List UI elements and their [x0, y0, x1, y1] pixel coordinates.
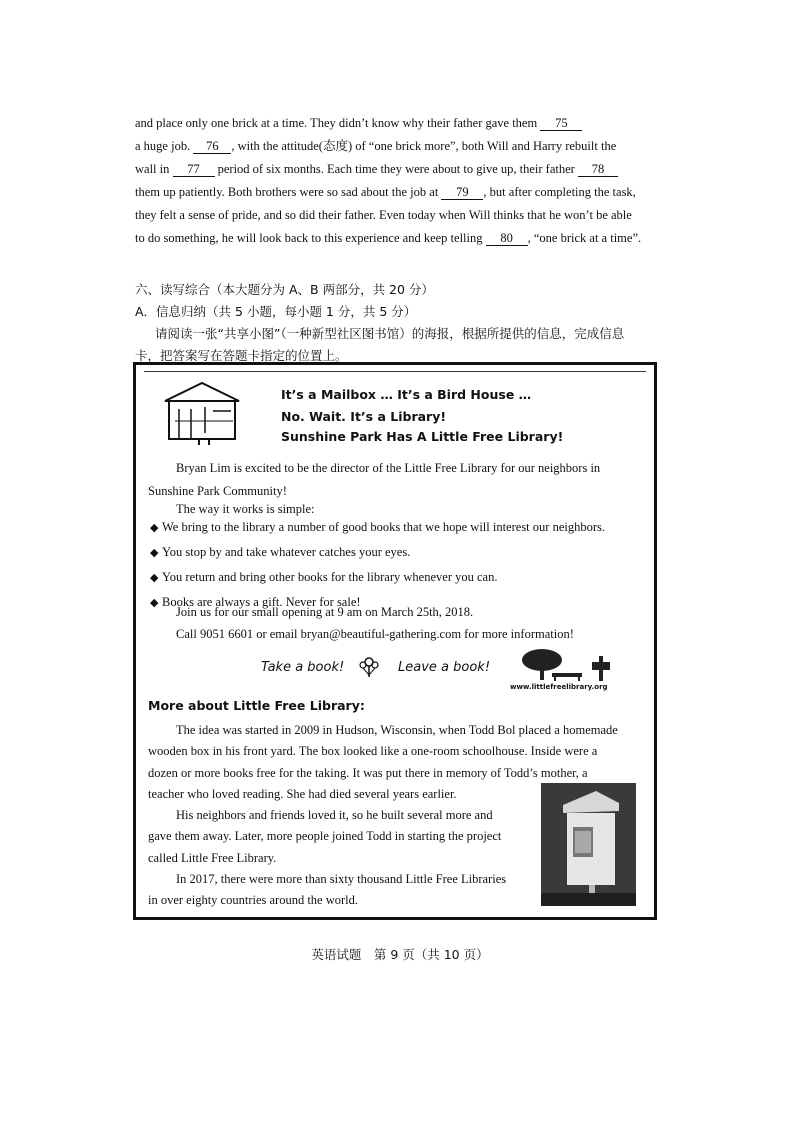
text-line: called Little Free Library. [148, 850, 277, 865]
blank-75: 75 [540, 116, 582, 131]
flower-icon [356, 653, 382, 679]
contact-info: Call 9051 6601 or email bryan@beautiful-gathering.com for more information! [176, 627, 574, 641]
list-item: ◆ Books are always a gift. Never for sale! [150, 592, 605, 612]
passage-line: and place only one brick at a time. They didn’t know why their father gave them 75 [135, 112, 665, 135]
text-line: gave them away. Later, more people joined Todd in starting the project [148, 829, 502, 844]
rules-list [150, 517, 605, 612]
text-line: teacher who loved reading. She had died several years earlier. [148, 786, 457, 801]
poster-intro: Sunshine Park Community! [148, 484, 287, 498]
library-poster [133, 362, 657, 920]
poster-intro: Bryan Lim is excited to be the director of the Little Free Library for our neighbors in [176, 461, 601, 475]
passage-line: a huge job. 76 , with the attitude(态度) of “one brick more”, both Will and Harry rebuilt the [135, 139, 617, 153]
page-footer: 英语试题 第 9 页（共 10 页） [311, 947, 489, 962]
text-line: The idea was started in 2009 in Hudson, Wisconsin, when Todd Bol placed a homemade [176, 723, 618, 737]
text-line: His neighbors and friends loved it, so he built several more and [176, 808, 493, 823]
diamond-bullet-icon: ◆ [150, 597, 159, 609]
poster-inner-border [144, 371, 646, 372]
instruction-line: 请阅读一张“共享小图”（一种新型社区图书馆）的海报，根据所提供的信息，完成信息 [155, 326, 625, 341]
poster-headline: No. Wait. It’s a Library! [281, 409, 447, 424]
diamond-bullet-icon: ◆ [150, 547, 159, 559]
website-url: www.littlefreelibrary.org [510, 683, 608, 691]
passage-line: to do something, he will look back to this experience and keep telling 80 , “one brick at a time”. [135, 231, 642, 245]
blank-80: 80 [486, 231, 528, 246]
poster-headline: Sunshine Park Has A Little Free Library! [281, 429, 564, 444]
library-box-image [541, 783, 636, 906]
poster-how: The way it works is simple: [176, 502, 315, 516]
instruction-line: 卡，把答案写在答题卡指定的位置上。 [135, 348, 348, 363]
list-item: ◆ You return and bring other books for the library whenever you can. [150, 567, 605, 587]
text-line: dozen or more books free for the taking. It was put there in memory of Todd’s mother, a [148, 765, 588, 780]
diamond-bullet-icon: ◆ [150, 572, 159, 584]
diamond-bullet-icon: ◆ [150, 522, 159, 534]
blank-76: 76 [193, 139, 231, 154]
cloze-passage [135, 112, 665, 250]
list-item: ◆ We bring to the library a number of good books that we hope will interest our neighbors. [150, 517, 605, 537]
part-a-title: A．信息归纳（共 5 小题，每小题 1 分，共 5 分） [135, 304, 417, 319]
opening-info: Join us for our small opening at 9 am on March 25th, 2018. [176, 605, 474, 619]
passage-line: wall in 77 period of six months. Each time they were about to give up, their father 78 [135, 158, 665, 181]
section-title: 六、读写综合（本大题分为 A、B 两部分，共 20 分） [135, 282, 434, 297]
text-line: In 2017, there were more than sixty thousand Little Free Libraries [176, 872, 507, 887]
slogan-leave: Leave a book! [398, 660, 491, 675]
tree-bench-logo-icon [516, 648, 626, 684]
text-line: wooden box in his front yard. The box looked like a one-room schoolhouse. Inside were a [148, 744, 598, 759]
text-line: in over eighty countries around the world. [148, 893, 359, 908]
poster-headline: It’s a Mailbox … It’s a Bird House … [281, 387, 532, 402]
little-library-house-icon [161, 381, 243, 445]
blank-78: 78 [578, 162, 618, 177]
library-box-photo [541, 783, 636, 906]
more-about-heading: More about Little Free Library: [148, 698, 365, 713]
slogan-take: Take a book! [261, 660, 345, 675]
blank-79: 79 [441, 185, 483, 200]
list-item: ◆ You stop by and take whatever catches your eyes. [150, 542, 605, 562]
passage-line: them up patiently. Both brothers were so sad about the job at 79 , but after completing the task, [135, 185, 636, 199]
blank-77: 77 [173, 162, 215, 177]
passage-line: they felt a sense of pride, and so did their father. Even today when Will thinks that he won’t be able [135, 208, 632, 222]
